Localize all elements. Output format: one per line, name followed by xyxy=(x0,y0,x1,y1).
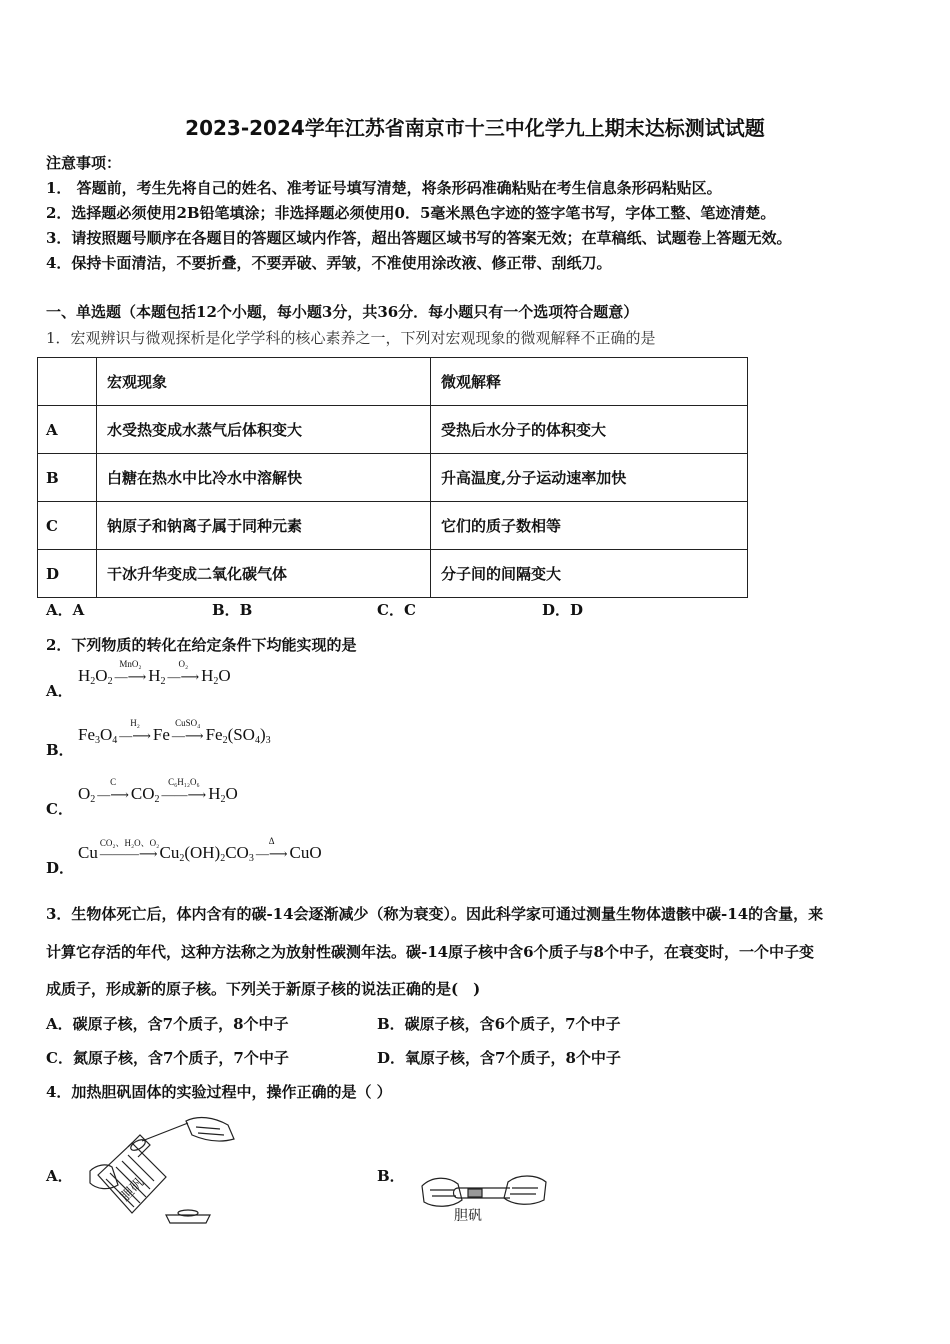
q3-option-c[interactable]: C．氮原子核，含7个质子，7个中子 xyxy=(46,1049,289,1067)
table-cell: 它们的质子数相等 xyxy=(431,502,748,550)
section-heading: 一、单选题（本题包括12个小题，每小题3分，共36分．每小题只有一个选项符合题意） xyxy=(46,303,639,321)
tube-label: 胆矾 xyxy=(454,1208,482,1224)
option-letter: B． xyxy=(46,741,74,759)
page-title: 2023-2024学年江苏省南京市十三中化学九上期末达标测试试题 xyxy=(185,116,765,140)
table-header-row xyxy=(38,358,748,406)
table-cell: 受热后水分子的体积变大 xyxy=(431,406,748,454)
table-header-micro: 微观解释 xyxy=(431,358,748,406)
test-tube-illustration xyxy=(418,1172,550,1228)
notice-item: 1． 答题前，考生先将自己的姓名、准考证号填写清楚，将条形码准确粘贴在考生信息条形码粘贴区。 xyxy=(46,179,722,197)
reaction-condition: Δ xyxy=(268,836,275,846)
table-cell xyxy=(38,358,97,406)
question-4-stem: 4．加热胆矾固体的实验过程中，操作正确的是（ ） xyxy=(46,1083,392,1101)
notice-item: 3．请按照题号顺序在各题目的答题区域内作答，超出答题区域书写的答案无效；在草稿纸、试题卷上答题无效。 xyxy=(46,229,792,247)
table-row xyxy=(38,406,748,454)
equation: $O_2$ —⟶ C $CO_2$ ——⟶ C₆H₁₂O₆ $H_2O$ xyxy=(78,777,238,805)
q4-option-a[interactable]: A． xyxy=(46,1167,73,1185)
bottle-label: 胆矾 xyxy=(117,1175,147,1205)
notice-item: 2．选择题必须使用2B铅笔填涂；非选择题必须使用0．5毫米黑色字迹的签字笔书写，字体工整、笔迹清楚。 xyxy=(46,204,776,222)
table-cell: B xyxy=(38,454,97,502)
reagent-bottle-illustration xyxy=(88,1115,240,1227)
option-c[interactable]: C．C xyxy=(377,601,416,619)
q3-option-a[interactable]: A．碳原子核，含7个质子，8个中子 xyxy=(46,1015,289,1033)
table-cell: A xyxy=(38,406,97,454)
table-cell: 升高温度,分子运动速率加快 xyxy=(431,454,748,502)
reaction-condition: CuSO₄ xyxy=(175,718,201,728)
question-2-stem: 2．下列物质的转化在给定条件下均能实现的是 xyxy=(46,636,357,654)
question-1-stem: 1．宏观辨识与微观探析是化学学科的核心素养之一，下列对宏观现象的微观解释不正确的是 xyxy=(46,329,656,347)
reaction-condition: C xyxy=(110,777,117,787)
table-row xyxy=(38,550,748,598)
question-3-line: 成质子，形成新的原子核。下列关于新原子核的说法正确的是( ) xyxy=(46,980,481,998)
table-cell: 分子间的间隔变大 xyxy=(431,550,748,598)
table-header-macro: 宏观现象 xyxy=(97,358,431,406)
question-1-table xyxy=(37,357,748,598)
table-cell: D xyxy=(38,550,97,598)
notice-item: 4．保持卡面清洁，不要折叠，不要弄破、弄皱，不准使用涂改液、修正带、刮纸刀。 xyxy=(46,254,612,272)
question-3-line: 3．生物体死亡后，体内含有的碳-14会逐渐减少（称为衰变）。因此科学家可通过测量生物体遗骸中碳-14的含量，来 xyxy=(46,905,824,923)
equation: $Fe_3O_4$ —⟶ H₂ Fe —⟶ CuSO₄ $Fe_2(SO_4)_3$ xyxy=(78,718,271,746)
reaction-condition: CO₂、H₂O、O₂ xyxy=(99,838,160,848)
option-a[interactable]: A．A xyxy=(46,601,85,619)
table-row xyxy=(38,454,748,502)
option-d[interactable]: D．D xyxy=(542,601,584,619)
q3-option-d[interactable]: D．氧原子核，含7个质子，8个中子 xyxy=(377,1049,621,1067)
table-cell: 钠原子和钠离子属于同种元素 xyxy=(97,502,431,550)
notice-heading: 注意事项： xyxy=(46,154,122,172)
equation: $H_2O_2$ —⟶ MnO₂ $H_2$ —⟶ O₂ $H_2O$ xyxy=(78,659,231,687)
option-letter: C． xyxy=(46,800,73,818)
table-cell: 水受热变成水蒸气后体积变大 xyxy=(97,406,431,454)
question-3-line: 计算它存活的年代，这种方法称之为放射性碳测年法。碳-14原子核中含6个质子与8个中子，在衰变时，一个中子变 xyxy=(46,943,814,961)
option-letter: D． xyxy=(46,859,75,877)
q4-option-b[interactable]: B． xyxy=(377,1167,405,1185)
reaction-condition: O₂ xyxy=(178,659,189,669)
equation: Cu ———⟶ CO₂、H₂O、O₂ $Cu_2(OH)_2CO_3$ —⟶ Δ CuO xyxy=(78,836,322,864)
option-letter: A． xyxy=(46,682,73,700)
reaction-condition: MnO₂ xyxy=(119,659,142,669)
table-cell: C xyxy=(38,502,97,550)
q3-option-b[interactable]: B．碳原子核，含6个质子，7个中子 xyxy=(377,1015,621,1033)
option-b[interactable]: B．B xyxy=(212,601,253,619)
table-cell: 白糖在热水中比冷水中溶解快 xyxy=(97,454,431,502)
table-row xyxy=(38,502,748,550)
reaction-condition: C₆H₁₂O₆ xyxy=(168,777,200,787)
table-cell: 干冰升华变成二氧化碳气体 xyxy=(97,550,431,598)
reaction-condition: H₂ xyxy=(130,718,140,728)
